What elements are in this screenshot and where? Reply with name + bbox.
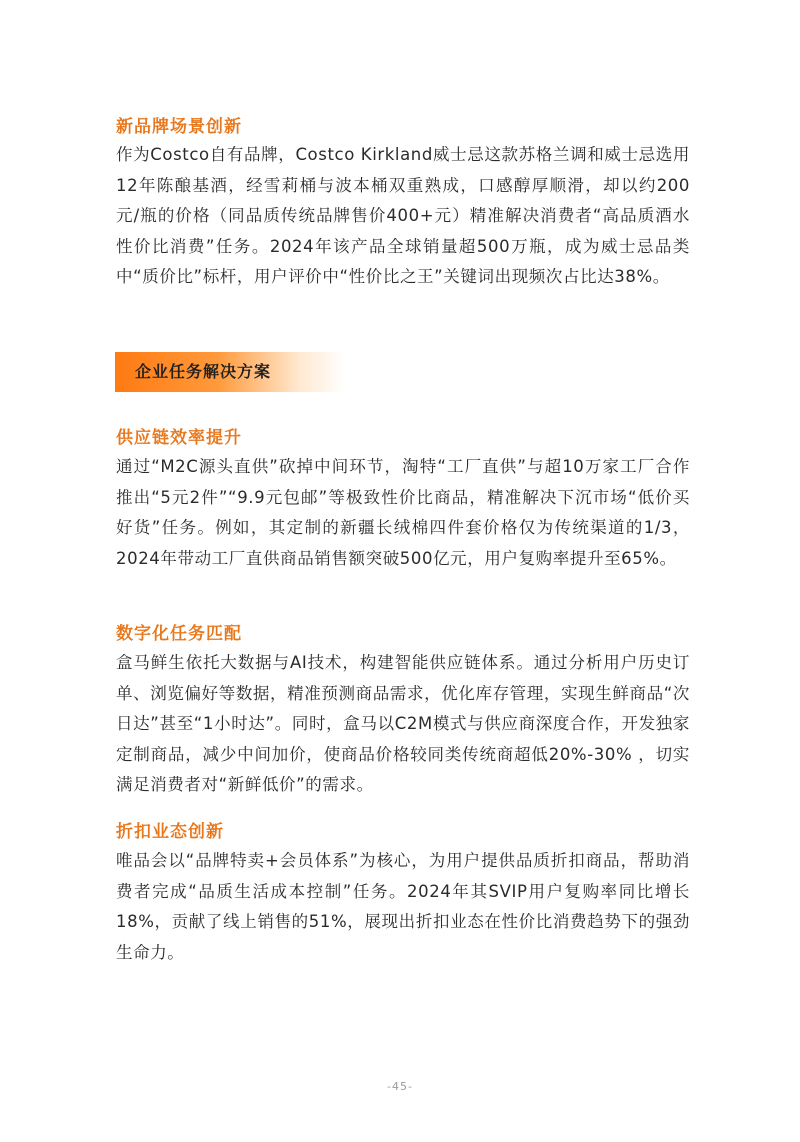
- section-body-digital-matching: 盒马鲜生依托大数据与AI技术，构建智能供应链体系。通过分析用户历史订单、浏览偏好等数据，精准预测商品需求，优化库存管理，实现生鲜商品“次日达”甚至“1小时达”。同时，盒马以C2M模式与供应商深度合作，开发独家定制商品，减少中间加价，使商品价格较同类传统商超低20%-30% ，切实满足消费者对“新鲜低价”的需求。: [116, 653, 690, 795]
- section-body-new-brand-scene: 作为Costco自有品牌，Costco Kirkland威士忌这款苏格兰调和威士忌选用12年陈酿基酒，经雪莉桶与波本桶双重熟成，口感醇厚顺滑，却以约200元/瓶的价格（同品质传统品牌售价400+元）精准解决消费者“高品质酒水性价比消费”任务。2024年该产品全球销量超500万瓶，成为威士忌品类中“质价比”标杆，用户评价中“性价比之王”关键词出现频次占比达38%。: [116, 145, 690, 287]
- section-banner: [115, 352, 345, 392]
- section-heading-discount-format: 折扣业态创新: [116, 822, 224, 842]
- section-heading-digital-matching: 数字化任务匹配: [116, 624, 242, 644]
- section-heading-new-brand-scene: 新品牌场景创新: [116, 117, 242, 137]
- banner-title: 企业任务解决方案: [135, 362, 272, 381]
- section-body-supply-chain: 通过“M2C源头直供”砍掉中间环节，淘特“工厂直供”与超10万家工厂合作推出“5元2件”“9.9元包邮”等极致性价比商品，精准解决下沉市场“低价买好货”任务。例如，其定制的新疆长绒棉四件套价格仅为传统渠道的1/3，2024年带动工厂直供商品销售额突破500亿元，用户复购率提升至65%。: [116, 457, 690, 568]
- section-heading-supply-chain: 供应链效率提升: [116, 428, 242, 448]
- page-number: -45-: [387, 1080, 413, 1093]
- section-body-discount-format: 唯品会以“品牌特卖+会员体系”为核心，为用户提供品质折扣商品，帮助消费者完成“品质生活成本控制”任务。2024年其SVIP用户复购率同比增长18%，贡献了线上销售的51%，展现出折扣业态在性价比消费趋势下的强劲生命力。: [116, 851, 690, 962]
